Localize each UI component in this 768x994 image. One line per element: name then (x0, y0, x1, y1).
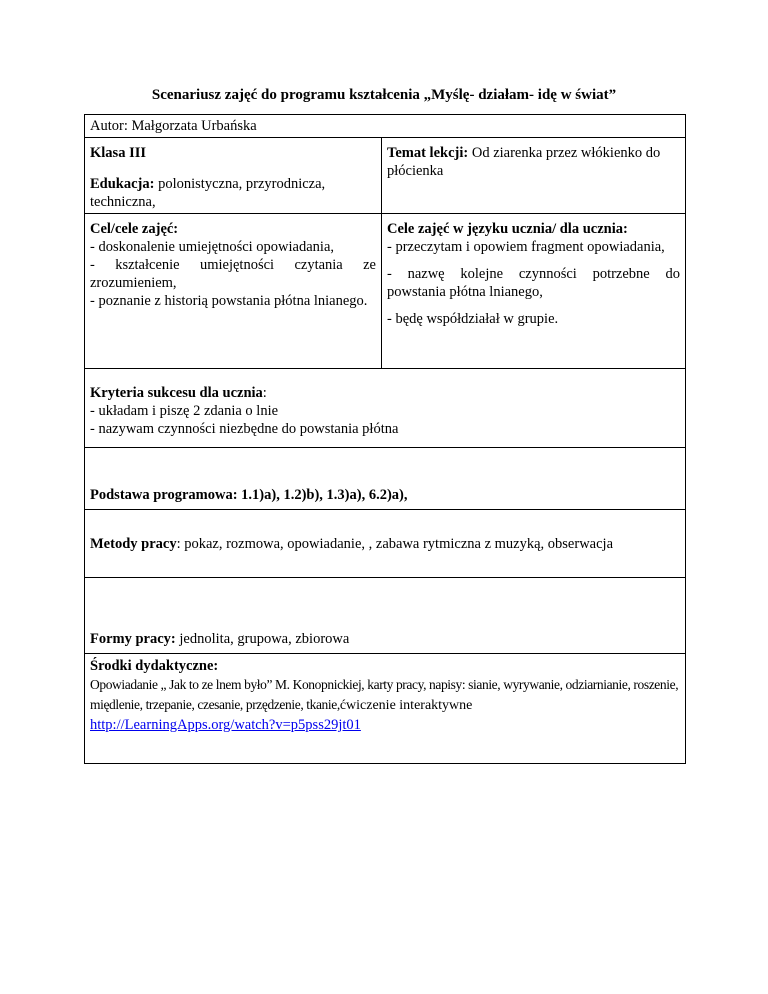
criteria-heading (90, 384, 680, 402)
class-cell (85, 138, 382, 214)
criteria-label: Kryteria sukcesu dla ucznia (90, 385, 263, 401)
topic-label: Temat lekcji: (387, 145, 469, 161)
criteria-item: - nazywam czynności niezbędne do powstania płótna (90, 421, 399, 437)
topic-cell (382, 138, 686, 214)
student-goal-item: - przeczytam i opowiem fragment opowiadania, (387, 239, 665, 255)
criteria-cell (85, 369, 686, 448)
criteria-item: - układam i piszę 2 zdania o lnie (90, 403, 279, 419)
means-text (90, 675, 680, 716)
basis-text: Podstawa programowa: 1.1)a), 1.2)b), 1.3)a), 6.2)a), (90, 487, 408, 503)
goals-heading: Cel/cele zajęć: (90, 221, 179, 237)
forms-text (90, 630, 680, 648)
goal-item: - doskonalenie umiejętności opowiadania, (90, 239, 335, 255)
lesson-table (84, 114, 686, 764)
goal-item: - kształcenie umiejętności czytania ze zrozumieniem, (90, 257, 376, 291)
methods-cell (85, 510, 686, 578)
criteria-colon: : (262, 385, 267, 401)
education-text (90, 175, 376, 211)
student-goals-heading: Cele zajęć w języku ucznia/ dla ucznia: (387, 221, 628, 237)
learningapps-link[interactable]: http://LearningApps.org/watch?v=p5pss29jt01 (90, 717, 361, 733)
education-value: polonistyczna, przyrodnicza, techniczna, (90, 176, 326, 210)
means-cell (85, 654, 686, 764)
means-label: Środki dydaktyczne: (90, 658, 219, 674)
methods-value: : pokaz, rozmowa, opowiadanie, , zabawa rytmiczna z muzyką, obserwacja (176, 535, 614, 552)
author: Autor: Małgorzata Urbańska (90, 118, 257, 134)
topic-value: Od ziarenka przez włókienko do płócienka (387, 145, 661, 179)
basis-cell (85, 448, 686, 510)
means-interactive: ćwiczenie interaktywne (339, 698, 473, 713)
student-goal-item: - nazwę kolejne czynności potrzebne do powstania płótna lnianego, (387, 266, 681, 300)
student-goal-item: - będę współdziałał w grupie. (387, 311, 559, 327)
class-label: Klasa III (90, 145, 147, 161)
author-cell (85, 115, 686, 138)
forms-label: Formy pracy: (90, 631, 176, 647)
methods-text (90, 535, 680, 553)
forms-cell (85, 578, 686, 654)
methods-label: Metody pracy (90, 535, 177, 552)
document-title: Scenariusz zajęć do programu kształcenia „Myślę- działam- idę w świat” (151, 87, 617, 103)
means-list: Opowiadanie „ Jak to ze lnem było” M. Konopnickiej, karty pracy, napisy: sianie, wyrywanie, odziarnianie, roszenie, międlenie, trzepanie, czesanie, przędzenie, tkanie, (90, 677, 679, 712)
forms-value: jednolita, grupowa, zbiorowa (175, 631, 350, 647)
student-goals-cell (382, 214, 686, 369)
topic-text (387, 144, 680, 180)
education-label: Edukacja: (90, 176, 155, 192)
goal-item: - poznanie z historią powstania płótna lnianego. (90, 293, 368, 309)
goals-cell (85, 214, 382, 369)
